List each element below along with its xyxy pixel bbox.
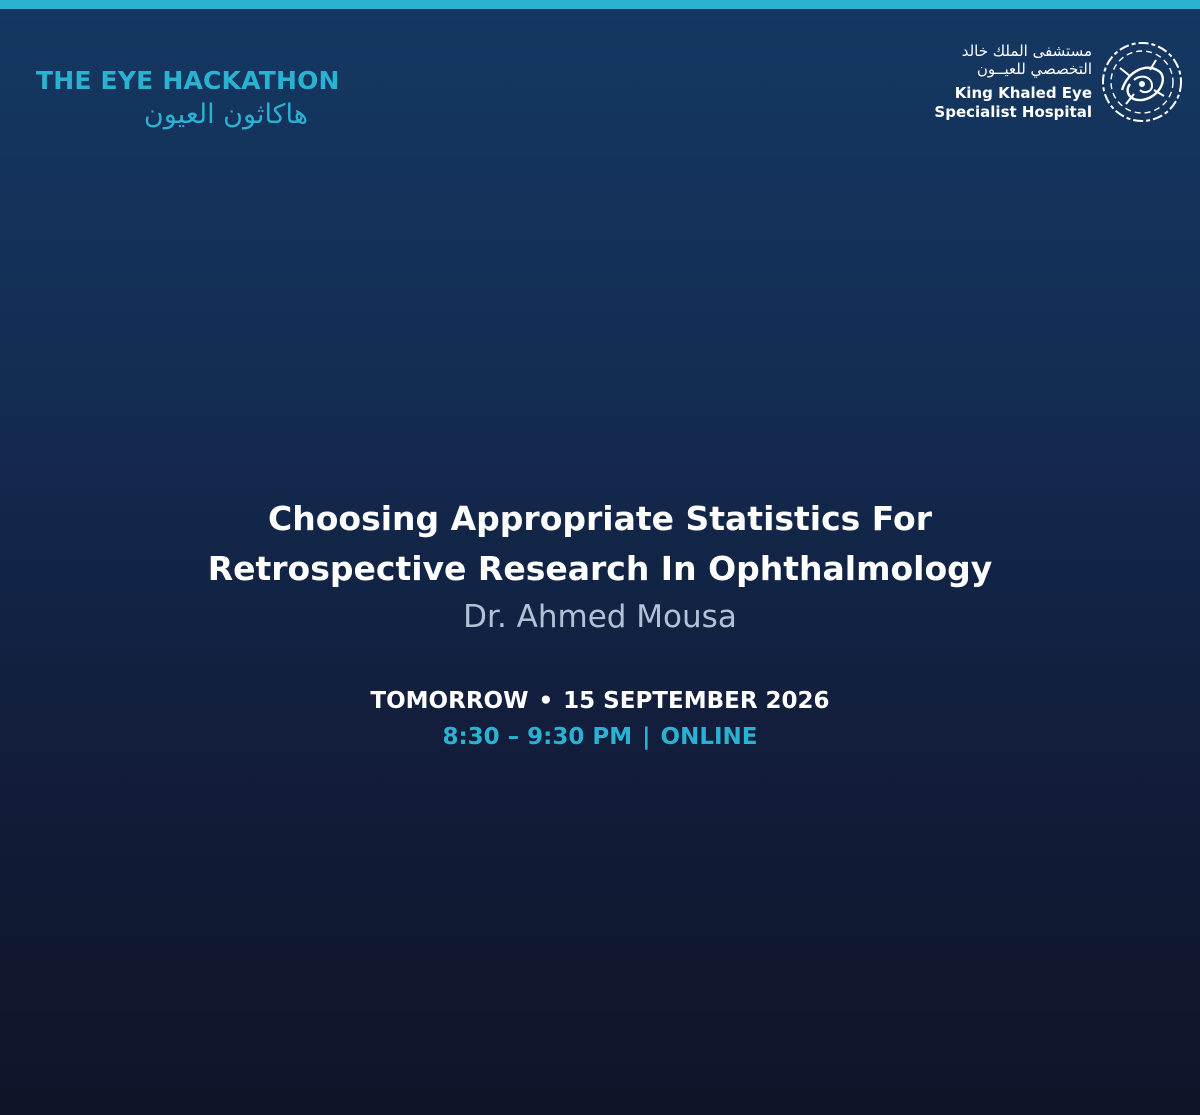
hospital-name <box>922 42 1092 122</box>
schedule-divider: | <box>642 724 651 750</box>
event-brand <box>36 66 340 130</box>
hospital-name-ar-line2: التخصصي للعيــون <box>976 60 1092 78</box>
speaker-name: Dr. Ahmed Mousa <box>463 599 737 635</box>
schedule-time: 8:30 – 9:30 PM <box>442 724 633 750</box>
schedule-day: TOMORROW <box>370 688 529 714</box>
hospital-logo <box>924 40 1184 140</box>
calligraphy-seal-icon <box>1100 40 1184 124</box>
top-accent-bar <box>0 0 1200 9</box>
schedule-date-line <box>0 684 1200 718</box>
talk-title-line2: Retrospective Research In Ophthalmology <box>207 549 993 588</box>
talk-block <box>0 494 1200 639</box>
hospital-name-en-line1: King Khaled Eye <box>954 84 1092 102</box>
schedule-bullet: • <box>538 688 554 714</box>
event-brand-title-ar: هاكاثون العيون <box>143 99 308 130</box>
talk-title-line1: Choosing Appropriate Statistics For <box>268 499 932 538</box>
event-brand-title-en: THE EYE HACKATHON <box>36 66 340 95</box>
schedule-date: 15 SEPTEMBER 2026 <box>563 688 830 714</box>
hospital-name-en-line2: Specialist Hospital <box>934 103 1092 121</box>
schedule-block <box>0 684 1200 754</box>
schedule-location: ONLINE <box>660 724 758 750</box>
schedule-time-line <box>0 720 1200 754</box>
hospital-name-ar-line1: مستشفى الملك خالد <box>961 42 1092 60</box>
